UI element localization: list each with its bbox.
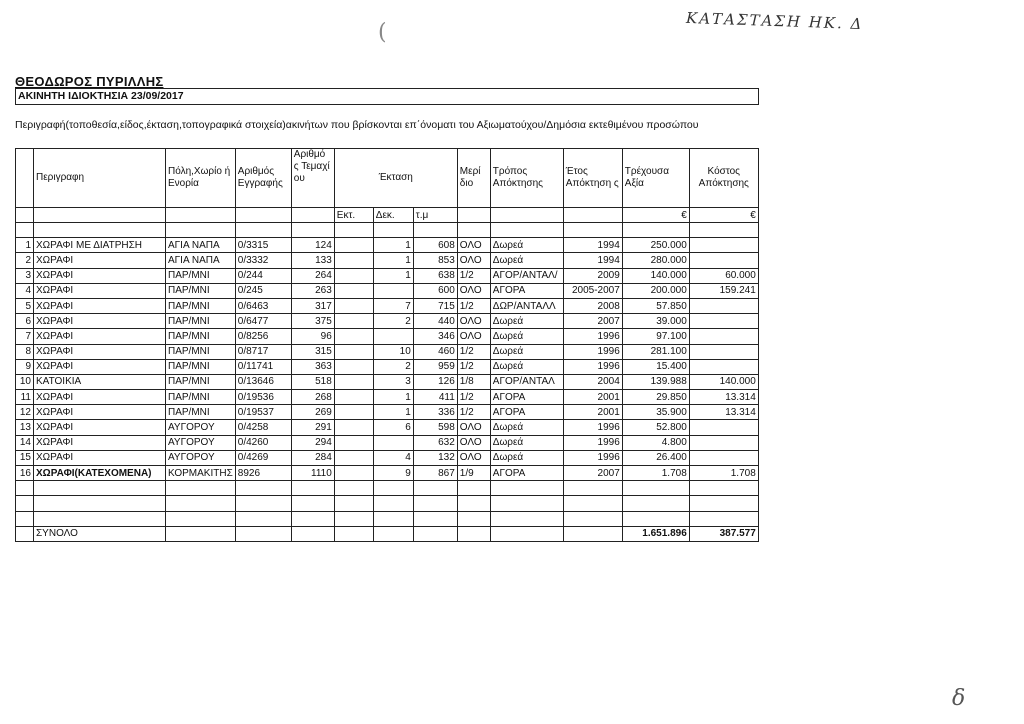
row-acquisition-method: Δωρεά <box>490 359 563 374</box>
row-index: 7 <box>16 329 34 344</box>
row-acquisition-year: 2008 <box>563 298 622 313</box>
row-parcel-number: 284 <box>291 450 334 465</box>
row-description: ΧΩΡΑΦΙ(ΚΑΤΕΧΟΜΕΝΑ) <box>34 466 166 481</box>
header-share: Μερί διο <box>457 149 490 208</box>
row-area-tm: 600 <box>413 283 457 298</box>
row-index: 12 <box>16 405 34 420</box>
row-share: 1/2 <box>457 268 490 283</box>
row-acquisition-year: 2001 <box>563 405 622 420</box>
row-city: ΑΓΙΑ ΝΑΠΑ <box>166 253 236 268</box>
table-row <box>16 420 759 435</box>
row-description: ΧΩΡΑΦΙ <box>34 359 166 374</box>
table-blank-row <box>16 496 759 511</box>
header-description: Περιγραφη <box>34 149 166 208</box>
table-row <box>16 238 759 253</box>
row-area-dek: 9 <box>373 466 413 481</box>
row-index: 11 <box>16 390 34 405</box>
row-registration-number: 0/19536 <box>235 390 291 405</box>
table-row <box>16 329 759 344</box>
row-acquisition-year: 1996 <box>563 329 622 344</box>
row-registration-number: 0/4269 <box>235 450 291 465</box>
row-acquisition-cost <box>689 329 758 344</box>
row-city: ΠΑΡ/ΜΝΙ <box>166 298 236 313</box>
row-area-tm: 638 <box>413 268 457 283</box>
row-index: 13 <box>16 420 34 435</box>
row-area-ekt <box>334 390 373 405</box>
row-index: 16 <box>16 466 34 481</box>
header-registration-number: Αριθμός Εγγραφής <box>235 149 291 208</box>
row-description: ΧΩΡΑΦΙ <box>34 298 166 313</box>
table-row <box>16 450 759 465</box>
table-spacer-row <box>16 223 759 238</box>
row-parcel-number: 96 <box>291 329 334 344</box>
row-area-ekt <box>334 298 373 313</box>
row-description: ΧΩΡΑΦΙ <box>34 268 166 283</box>
row-share: 1/2 <box>457 390 490 405</box>
row-acquisition-method: Δωρεά <box>490 314 563 329</box>
description-text: Περιγραφή(τοποθεσία,είδος,έκταση,τοπογραφικά στοιχεία)ακινήτων που βρίσκονται επ΄όνοματι του Αξιωματούχου/Δημόσια εκτεθιμένου προσώπου <box>15 119 699 131</box>
row-current-value: 52.800 <box>622 420 689 435</box>
row-registration-number: 0/4260 <box>235 435 291 450</box>
row-registration-number: 0/11741 <box>235 359 291 374</box>
row-acquisition-method: ΔΩΡ/ΑΝΤΑΛΛ <box>490 298 563 313</box>
row-current-value: 1.708 <box>622 466 689 481</box>
row-city: ΑΥΓΟΡΟΥ <box>166 435 236 450</box>
row-area-ekt <box>334 268 373 283</box>
row-share: 1/2 <box>457 298 490 313</box>
row-acquisition-year: 1996 <box>563 435 622 450</box>
total-acquisition-cost: 387.577 <box>689 526 758 541</box>
row-acquisition-year: 2007 <box>563 314 622 329</box>
row-area-ekt <box>334 374 373 389</box>
table-row <box>16 359 759 374</box>
row-area-tm: 346 <box>413 329 457 344</box>
row-acquisition-year: 2004 <box>563 374 622 389</box>
row-acquisition-year: 1994 <box>563 238 622 253</box>
row-share: 1/9 <box>457 466 490 481</box>
table-row <box>16 405 759 420</box>
table-row <box>16 466 759 481</box>
row-current-value: 29.850 <box>622 390 689 405</box>
row-registration-number: 0/3315 <box>235 238 291 253</box>
table-subheader-row <box>16 208 759 223</box>
row-share: ΟΛΟ <box>457 314 490 329</box>
property-table <box>15 148 759 542</box>
row-parcel-number: 317 <box>291 298 334 313</box>
row-share: ΟΛΟ <box>457 420 490 435</box>
row-acquisition-cost <box>689 435 758 450</box>
row-area-tm: 440 <box>413 314 457 329</box>
header-current-value: Τρέχουσα Αξία <box>622 149 689 208</box>
row-area-ekt <box>334 359 373 374</box>
row-area-dek: 10 <box>373 344 413 359</box>
row-city: ΠΑΡ/ΜΝΙ <box>166 344 236 359</box>
row-current-value: 39.000 <box>622 314 689 329</box>
row-area-tm: 132 <box>413 450 457 465</box>
row-share: ΟΛΟ <box>457 329 490 344</box>
row-city: ΑΓΙΑ ΝΑΠΑ <box>166 238 236 253</box>
row-area-dek: 1 <box>373 238 413 253</box>
row-parcel-number: 363 <box>291 359 334 374</box>
row-share: 1/2 <box>457 405 490 420</box>
row-acquisition-year: 2007 <box>563 466 622 481</box>
row-registration-number: 0/3332 <box>235 253 291 268</box>
row-registration-number: 0/245 <box>235 283 291 298</box>
row-share: ΟΛΟ <box>457 435 490 450</box>
row-registration-number: 0/19537 <box>235 405 291 420</box>
row-city: ΚΟΡΜΑΚΙΤΗΣ <box>166 466 236 481</box>
page-title: ΘΕΟΔΩΡΟΣ ΠΥΡΙΛΛΗΣ <box>15 74 164 89</box>
row-current-value: 35.900 <box>622 405 689 420</box>
row-acquisition-method: ΑΓΟΡΑ <box>490 283 563 298</box>
row-index: 1 <box>16 238 34 253</box>
row-area-ekt <box>334 329 373 344</box>
table-row <box>16 253 759 268</box>
row-index: 8 <box>16 344 34 359</box>
handwritten-paren: ( <box>378 20 387 45</box>
row-acquisition-cost <box>689 420 758 435</box>
row-parcel-number: 315 <box>291 344 334 359</box>
row-acquisition-year: 2005-2007 <box>563 283 622 298</box>
total-label: ΣΥΝΟΛΟ <box>34 526 166 541</box>
row-city: ΠΑΡ/ΜΝΙ <box>166 374 236 389</box>
row-area-tm: 336 <box>413 405 457 420</box>
row-area-ekt <box>334 450 373 465</box>
row-area-tm: 126 <box>413 374 457 389</box>
header-area: Έκταση <box>334 149 457 208</box>
row-acquisition-method: Δωρεά <box>490 420 563 435</box>
table-blank-row <box>16 511 759 526</box>
row-description: ΧΩΡΑΦΙ <box>34 420 166 435</box>
table-row <box>16 314 759 329</box>
row-area-dek: 1 <box>373 405 413 420</box>
row-area-tm: 411 <box>413 390 457 405</box>
row-acquisition-year: 1996 <box>563 344 622 359</box>
row-current-value: 281.100 <box>622 344 689 359</box>
row-description: ΧΩΡΑΦΙ <box>34 405 166 420</box>
row-current-value: 280.000 <box>622 253 689 268</box>
row-parcel-number: 1110 <box>291 466 334 481</box>
table-row <box>16 268 759 283</box>
row-parcel-number: 133 <box>291 253 334 268</box>
row-city: ΑΥΓΟΡΟΥ <box>166 450 236 465</box>
row-area-dek: 7 <box>373 298 413 313</box>
table-row <box>16 390 759 405</box>
row-description: ΧΩΡΑΦΙ <box>34 450 166 465</box>
row-parcel-number: 294 <box>291 435 334 450</box>
row-area-ekt <box>334 420 373 435</box>
table-header-row <box>16 149 759 208</box>
row-acquisition-method: ΑΓΟΡΑ <box>490 390 563 405</box>
row-parcel-number: 268 <box>291 390 334 405</box>
subheader-ekt: Εκτ. <box>334 208 373 223</box>
row-acquisition-method: ΑΓΟΡ/ΑΝΤΑΛ <box>490 374 563 389</box>
row-share: 1/2 <box>457 344 490 359</box>
row-area-ekt <box>334 435 373 450</box>
row-acquisition-method: Δωρεά <box>490 253 563 268</box>
row-area-tm: 867 <box>413 466 457 481</box>
header-city: Πόλη,Χωρίο ή Ενορία <box>166 149 236 208</box>
row-registration-number: 0/8717 <box>235 344 291 359</box>
row-parcel-number: 124 <box>291 238 334 253</box>
row-area-dek: 1 <box>373 390 413 405</box>
row-share: ΟΛΟ <box>457 450 490 465</box>
row-parcel-number: 263 <box>291 283 334 298</box>
row-description: ΧΩΡΑΦΙ <box>34 253 166 268</box>
handwritten-corner-mark: δ <box>952 686 966 711</box>
row-share: ΟΛΟ <box>457 283 490 298</box>
row-acquisition-method: Δωρεά <box>490 435 563 450</box>
handwritten-note: ΚΑΤΑΣΤΑΣΗ ΗΚ. Δ <box>685 8 864 34</box>
row-area-tm: 608 <box>413 238 457 253</box>
row-acquisition-cost: 159.241 <box>689 283 758 298</box>
row-description: ΧΩΡΑΦΙ <box>34 314 166 329</box>
row-acquisition-year: 1996 <box>563 420 622 435</box>
row-area-ekt <box>334 253 373 268</box>
row-city: ΠΑΡ/ΜΝΙ <box>166 314 236 329</box>
row-acquisition-cost <box>689 344 758 359</box>
row-acquisition-method: Δωρεά <box>490 450 563 465</box>
subheader-cost-unit: € <box>689 208 758 223</box>
row-index: 10 <box>16 374 34 389</box>
row-index: 6 <box>16 314 34 329</box>
row-acquisition-cost <box>689 359 758 374</box>
row-current-value: 97.100 <box>622 329 689 344</box>
row-acquisition-cost <box>689 238 758 253</box>
row-acquisition-year: 2009 <box>563 268 622 283</box>
subheader-tm: τ.μ <box>413 208 457 223</box>
row-acquisition-cost <box>689 314 758 329</box>
row-parcel-number: 375 <box>291 314 334 329</box>
row-acquisition-cost: 13.314 <box>689 390 758 405</box>
row-acquisition-method: Δωρεά <box>490 329 563 344</box>
row-area-tm: 598 <box>413 420 457 435</box>
row-share: ΟΛΟ <box>457 253 490 268</box>
row-acquisition-cost: 60.000 <box>689 268 758 283</box>
table-row <box>16 435 759 450</box>
row-current-value: 15.400 <box>622 359 689 374</box>
row-description: ΧΩΡΑΦΙ <box>34 329 166 344</box>
row-description: ΧΩΡΑΦΙ <box>34 344 166 359</box>
row-registration-number: 0/8256 <box>235 329 291 344</box>
row-registration-number: 0/4258 <box>235 420 291 435</box>
row-index: 14 <box>16 435 34 450</box>
row-acquisition-cost: 13.314 <box>689 405 758 420</box>
header-acquisition-year: Έτος Απόκτηση ς <box>563 149 622 208</box>
row-area-tm: 853 <box>413 253 457 268</box>
row-city: ΠΑΡ/ΜΝΙ <box>166 283 236 298</box>
table-row <box>16 344 759 359</box>
row-current-value: 250.000 <box>622 238 689 253</box>
row-index: 9 <box>16 359 34 374</box>
row-area-tm: 959 <box>413 359 457 374</box>
row-city: ΠΑΡ/ΜΝΙ <box>166 359 236 374</box>
row-index: 5 <box>16 298 34 313</box>
table-row <box>16 298 759 313</box>
row-acquisition-cost: 140.000 <box>689 374 758 389</box>
row-registration-number: 0/244 <box>235 268 291 283</box>
row-area-dek: 2 <box>373 359 413 374</box>
row-area-dek: 1 <box>373 268 413 283</box>
row-description: ΧΩΡΑΦΙ <box>34 435 166 450</box>
row-area-dek: 3 <box>373 374 413 389</box>
row-city: ΑΥΓΟΡΟΥ <box>166 420 236 435</box>
header-parcel-number: Αριθμό ς Τεμαχί ου <box>291 149 334 208</box>
row-acquisition-method: ΑΓΟΡΑ <box>490 466 563 481</box>
row-acquisition-cost <box>689 298 758 313</box>
row-city: ΠΑΡ/ΜΝΙ <box>166 405 236 420</box>
row-area-ekt <box>334 283 373 298</box>
row-current-value: 57.850 <box>622 298 689 313</box>
row-city: ΠΑΡ/ΜΝΙ <box>166 329 236 344</box>
row-current-value: 200.000 <box>622 283 689 298</box>
row-registration-number: 0/13646 <box>235 374 291 389</box>
row-area-dek: 6 <box>373 420 413 435</box>
row-area-tm: 460 <box>413 344 457 359</box>
row-current-value: 140.000 <box>622 268 689 283</box>
row-index: 2 <box>16 253 34 268</box>
table-body <box>16 238 759 481</box>
row-share: 1/2 <box>457 359 490 374</box>
row-acquisition-method: ΑΓΟΡ/ΑΝΤΑΛ/ <box>490 268 563 283</box>
row-area-ekt <box>334 344 373 359</box>
row-acquisition-year: 1996 <box>563 450 622 465</box>
row-share: ΟΛΟ <box>457 238 490 253</box>
row-city: ΠΑΡ/ΜΝΙ <box>166 268 236 283</box>
row-parcel-number: 264 <box>291 268 334 283</box>
row-registration-number: 0/6477 <box>235 314 291 329</box>
row-acquisition-year: 1996 <box>563 359 622 374</box>
row-area-dek: 2 <box>373 314 413 329</box>
row-city: ΠΑΡ/ΜΝΙ <box>166 390 236 405</box>
row-share: 1/8 <box>457 374 490 389</box>
row-area-ekt <box>334 314 373 329</box>
row-acquisition-cost <box>689 450 758 465</box>
row-description: ΧΩΡΑΦΙ ΜΕ ΔΙΑΤΡΗΣΗ <box>34 238 166 253</box>
row-acquisition-cost <box>689 253 758 268</box>
row-parcel-number: 269 <box>291 405 334 420</box>
row-area-tm: 715 <box>413 298 457 313</box>
table-total-row <box>16 526 759 541</box>
total-current-value: 1.651.896 <box>622 526 689 541</box>
row-description: ΚΑΤΟΙΚΙΑ <box>34 374 166 389</box>
header-acquisition-cost: Κόστος Απόκτησης <box>689 149 758 208</box>
row-parcel-number: 291 <box>291 420 334 435</box>
row-acquisition-year: 1994 <box>563 253 622 268</box>
page-subtitle: ΑΚΙΝΗΤΗ ΙΔΙΟΚΤΗΣΙΑ 23/09/2017 <box>18 90 184 102</box>
row-acquisition-method: Δωρεά <box>490 238 563 253</box>
row-area-dek <box>373 329 413 344</box>
row-parcel-number: 518 <box>291 374 334 389</box>
row-acquisition-method: ΑΓΟΡΑ <box>490 405 563 420</box>
row-area-dek <box>373 435 413 450</box>
row-area-dek: 4 <box>373 450 413 465</box>
row-area-dek <box>373 283 413 298</box>
row-current-value: 139.988 <box>622 374 689 389</box>
row-description: ΧΩΡΑΦΙ <box>34 390 166 405</box>
row-index: 3 <box>16 268 34 283</box>
row-acquisition-method: Δωρεά <box>490 344 563 359</box>
subheader-value-unit: € <box>622 208 689 223</box>
row-area-tm: 632 <box>413 435 457 450</box>
row-current-value: 4.800 <box>622 435 689 450</box>
row-current-value: 26.400 <box>622 450 689 465</box>
row-registration-number: 8926 <box>235 466 291 481</box>
table-row <box>16 374 759 389</box>
row-area-dek: 1 <box>373 253 413 268</box>
row-description: ΧΩΡΑΦΙ <box>34 283 166 298</box>
table-row <box>16 283 759 298</box>
row-index: 4 <box>16 283 34 298</box>
row-acquisition-year: 2001 <box>563 390 622 405</box>
row-area-ekt <box>334 466 373 481</box>
row-registration-number: 0/6463 <box>235 298 291 313</box>
row-area-ekt <box>334 405 373 420</box>
row-index: 15 <box>16 450 34 465</box>
subheader-dek: Δεκ. <box>373 208 413 223</box>
row-acquisition-cost: 1.708 <box>689 466 758 481</box>
table-blank-row <box>16 481 759 496</box>
row-area-ekt <box>334 238 373 253</box>
header-acquisition-method: Τρόπος Απόκτησης <box>490 149 563 208</box>
header-index <box>16 149 34 208</box>
